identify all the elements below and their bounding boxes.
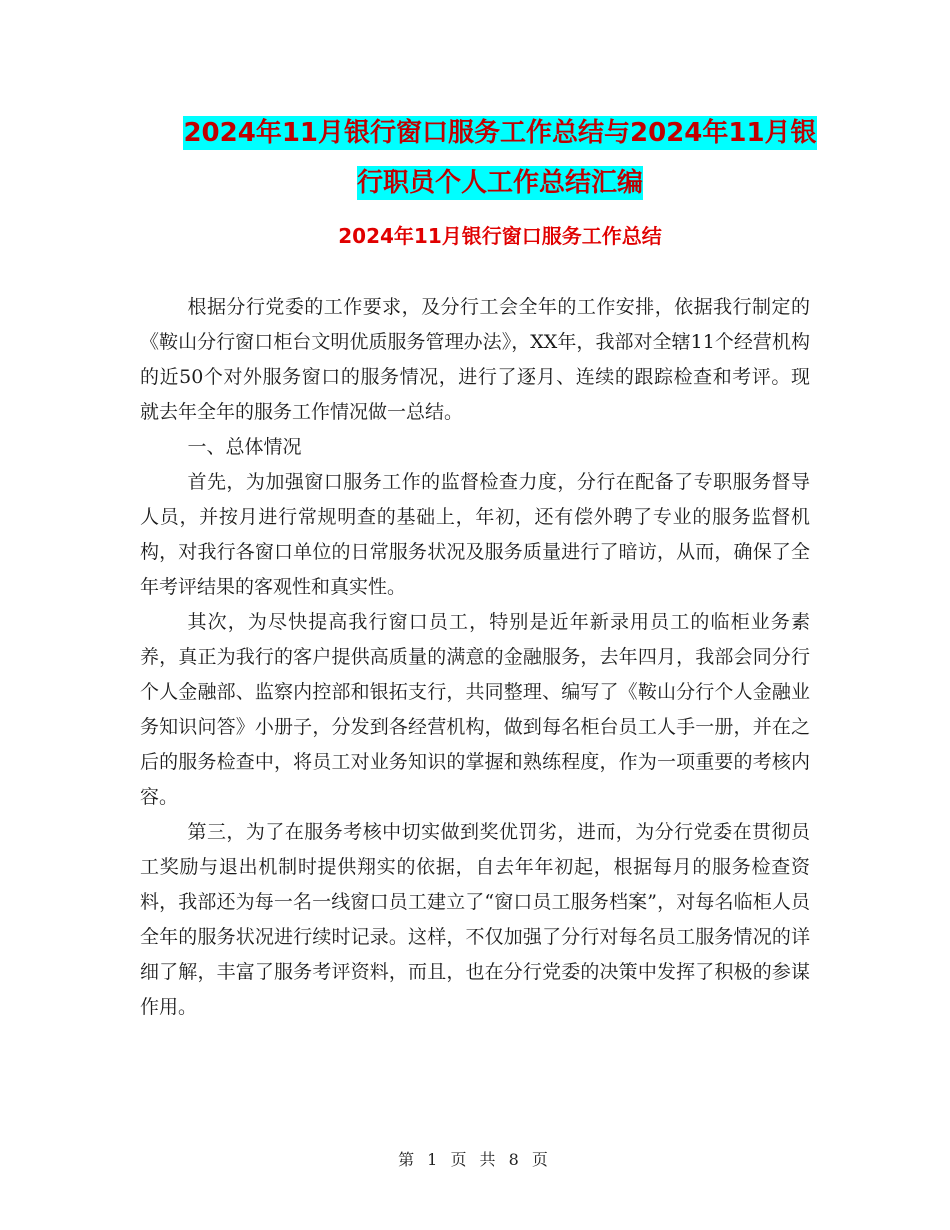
paragraph-first: 首先，为加强窗口服务工作的监督检查力度，分行在配备了专职服务督导人员，并按月进行常规明查的基础上，年初，还有偿外聘了专业的服务监督机构，对我行各窗口单位的日常服务状况及服务质量进行了暗访，从而，确保了全年考评结果的客观性和真实性。	[140, 471, 810, 598]
paragraph-second: 其次，为尽快提高我行窗口员工，特别是近年新录用员工的临柜业务素养，真正为我行的客户提供高质量的满意的金融服务，去年四月，我部会同分行个人金融部、监察内控部和银拓支行，共同整理、编写了《鞍山分行个人金融业务知识问答》小册子，分发到各经营机构，做到每名柜台员工人手一册，并在之后的服务检查中，将员工对业务知识的掌握和熟练程度，作为一项重要的考核内容。	[140, 611, 810, 808]
title-line-2: 行职员个人工作总结汇编	[356, 168, 643, 198]
paragraph-intro: 根据分行党委的工作要求，及分行工会全年的工作安排，依据我行制定的《鞍山分行窗口柜台文明优质服务管理办法》，XX年，我部对全辖11个经营机构的近50个对外服务窗口的服务情况，进行了逐月、连续的跟踪检查和考评。现就去年全年的服务工作情况做一总结。	[140, 296, 810, 423]
document-body	[140, 290, 810, 1025]
title-line-1: 2024年11月银行窗口服务工作总结与2024年11月银	[183, 118, 817, 148]
paragraph-third: 第三，为了在服务考核中切实做到奖优罚劣，进而，为分行党委在贯彻员工奖励与退出机制时提供翔实的依据，自去年年初起，根据每月的服务检查资料，我部还为每一名一线窗口员工建立了“窗口员工服务档案”，对每名临柜人员全年的服务状况进行续时记录。这样，不仅加强了分行对每名员工服务情况的详细了解，丰富了服务考评资料，而且，也在分行党委的决策中发挥了积极的参谋作用。	[140, 821, 810, 1018]
heading-overview: 一、总体情况	[187, 436, 302, 458]
section-title: 2024年11月银行窗口服务工作总结	[338, 224, 662, 248]
document-title	[140, 108, 860, 208]
page-number-footer: 第 1 页 共 8 页	[398, 1150, 552, 1169]
